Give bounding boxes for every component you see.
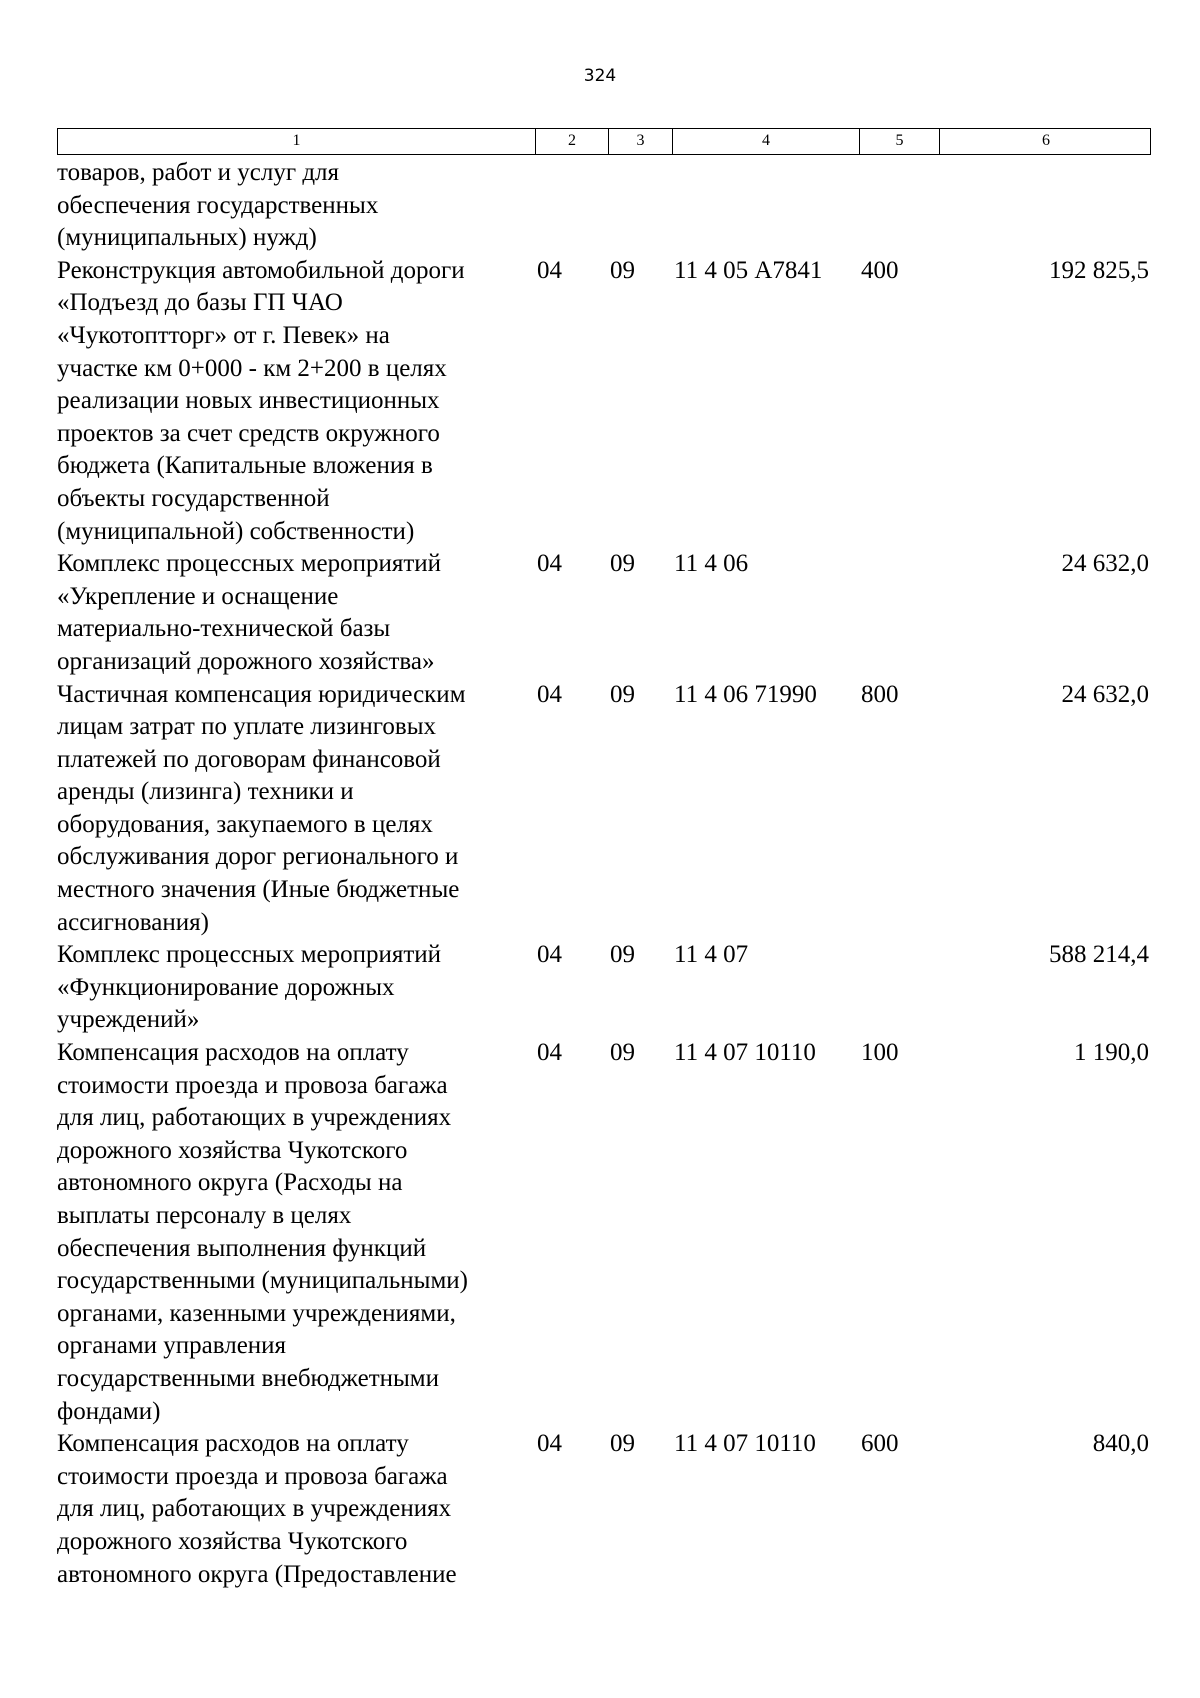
table-row (57, 1428, 1151, 1591)
row-expense-type: 400 (861, 256, 899, 284)
row-name: Компенсация расходов на оплату стоимости проезда и провоза багажа для лиц, работающих в учреждениях дорожного хозяйства Чукотского автономного округа (Расходы на выплаты персоналу в целях обеспечения выполнения функций государственными (муниципальными) органами, казенными учреждениями, органами управления государственными внебюджетными фондами) (57, 1039, 468, 1425)
row-subsection: 09 (610, 1039, 635, 1067)
row-expense-type: 800 (861, 680, 899, 708)
row-section: 04 (537, 1039, 562, 1067)
row-name: товаров, работ и услуг для обеспечения государственных (муниципальных) нужд) (57, 159, 379, 252)
row-subsection: 09 (610, 680, 635, 708)
row-amount (938, 157, 1151, 255)
row-subsection: 09 (610, 1430, 635, 1458)
table-header (57, 128, 1151, 155)
table-row (57, 679, 1151, 940)
table-row (57, 548, 1151, 678)
header-col-3: 3 (608, 129, 672, 154)
table-row (57, 157, 1151, 255)
header-col-5: 5 (859, 129, 939, 154)
row-amount: 840,0 (1092, 1430, 1149, 1458)
row-subsection: 09 (610, 550, 635, 578)
row-amount: 24 632,0 (1061, 680, 1149, 708)
table-row (57, 1037, 1151, 1428)
row-section (534, 157, 607, 255)
row-section: 04 (537, 680, 562, 708)
row-amount: 24 632,0 (1061, 550, 1149, 578)
row-name: Компенсация расходов на оплату стоимости проезда и провоза багажа для лиц, работающих в учреждениях дорожного хозяйства Чукотского автономного округа (Предоставление (57, 1430, 457, 1588)
table-row (57, 939, 1151, 1037)
header-col-4: 4 (672, 129, 859, 154)
row-subsection (607, 157, 671, 255)
table-body (57, 157, 1151, 1591)
table-row (57, 255, 1151, 548)
row-expense-type (858, 548, 938, 678)
row-target-article: 11 4 05 А7841 (674, 256, 823, 284)
row-name: Реконструкция автомобильной дороги «Подъезд до базы ГП ЧАО «Чукотоптторг» от г. Певек» на участке км 0+000 - км 2+200 в целях реализации новых инвестиционных проектов за счет средств окружного бюджета (Капитальные вложения в объекты государственной (муниципальной) собственности) (57, 256, 465, 545)
row-target-article: 11 4 06 71990 (674, 680, 817, 708)
row-name: Комплекс процессных мероприятий «Функционирование дорожных учреждений» (57, 941, 442, 1034)
header-col-6: 6 (939, 129, 1152, 154)
row-amount: 1 190,0 (1074, 1039, 1149, 1067)
row-subsection: 09 (610, 256, 635, 284)
row-target-article: 11 4 07 (674, 941, 749, 969)
row-section: 04 (537, 550, 562, 578)
row-section: 04 (537, 1430, 562, 1458)
row-amount: 192 825,5 (1049, 256, 1149, 284)
row-expense-type (858, 157, 938, 255)
row-target-article (671, 157, 858, 255)
header-col-1: 1 (292, 132, 301, 149)
row-section: 04 (537, 256, 562, 284)
row-expense-type: 100 (861, 1039, 899, 1067)
row-expense-type: 600 (861, 1430, 899, 1458)
row-amount: 588 214,4 (1049, 941, 1149, 969)
row-target-article: 11 4 07 10110 (674, 1430, 816, 1458)
header-col-2: 2 (535, 129, 608, 154)
row-name: Частичная компенсация юридическим лицам затрат по уплате лизинговых платежей по договорам финансовой аренды (лизинга) техники и оборудования, закупаемого в целях обслуживания дорог регионального и местного значения (Иные бюджетные ассигнования) (57, 680, 466, 936)
row-subsection: 09 (610, 941, 635, 969)
row-name: Комплекс процессных мероприятий «Укрепление и оснащение материально-технической базы организаций дорожного хозяйства» (57, 550, 442, 675)
row-section: 04 (537, 941, 562, 969)
row-expense-type (858, 939, 938, 1037)
row-target-article: 11 4 06 (674, 550, 749, 578)
page-number: 324 (583, 66, 617, 86)
row-target-article: 11 4 07 10110 (674, 1039, 816, 1067)
